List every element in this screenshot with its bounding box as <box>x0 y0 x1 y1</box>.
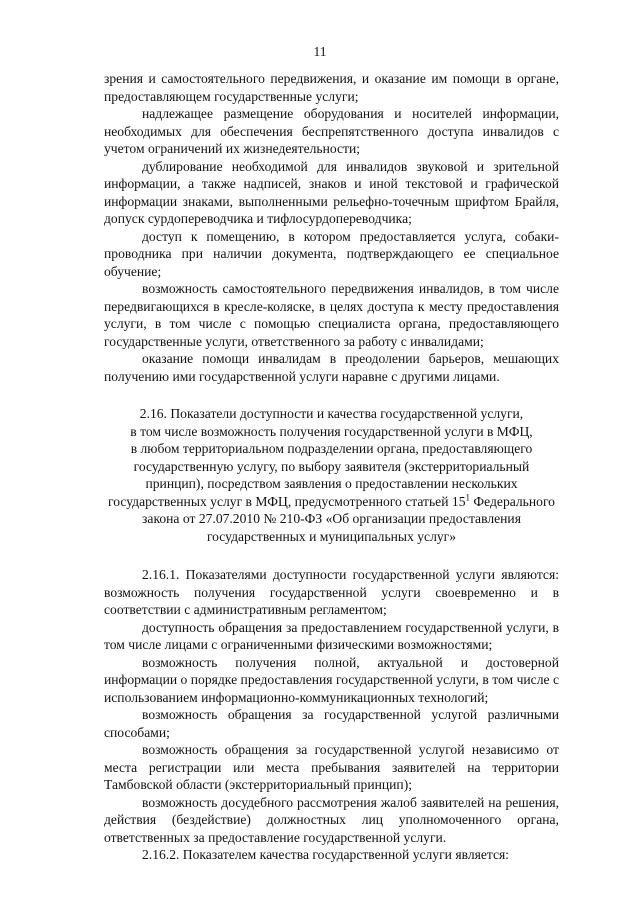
paragraph: возможность получения полной, актуальной и достоверной информации о порядке предоставления государственной услуги, в том числе с использованием информационно-коммуникационных технологий; <box>104 654 559 705</box>
paragraph: дублирование необходимой для инвалидов звуковой и зрительной информации, а также надписей, знаков и иной текстовой и графической информации знаками, выполненными рельефно-точечным шрифтом Брайля, допуск сурдопереводчика и тифлосурдопереводчика; <box>104 158 559 226</box>
paragraph: доступность обращения за предоставлением государственной услуги, в том числе лицами с ограниченными физическими возможностями; <box>104 619 559 652</box>
paragraph: возможность досудебного рассмотрения жалоб заявителей на решения, действия (бездействие) должностных лиц уполномоченного органа, ответственных за предоставление государственной услуги. <box>104 794 559 845</box>
paragraph: 2.16.1. Показателями доступности государственной услуги являются: возможность получения государственной услуги своевременно и в соответствии с административным регламентом; <box>104 567 559 617</box>
heading-line: государственных и муниципальных услуг» <box>206 528 457 544</box>
heading-line: 2.16. Показатели доступности и качества государственной услуги, <box>139 406 524 421</box>
paragraph: 2.16.2. Показателем качества государственной услуги является: <box>142 847 510 862</box>
heading-line: государственную услугу, по выбору заявителя (экстерриториальный <box>133 458 530 474</box>
heading-text: Федерального <box>470 493 555 509</box>
heading-line: в том числе возможность получения государственной услуги в МФЦ, <box>130 423 533 439</box>
heading-line: в любом территориальном подразделении органа, предоставляющего <box>130 441 533 456</box>
heading-text: государственных услуг в МФЦ, предусмотренного статьей 15 <box>108 493 466 509</box>
footnote-superscript: 1 <box>465 491 470 502</box>
paragraph: возможность самостоятельного передвижения инвалидов, в том числе передвигающихся в кресле-коляске, в целях доступа к месту предоставления услуги, в том числе с помощью специалиста органа, предоставляющего государственные услуги, ответственного за работу с инвалидами; <box>104 281 559 349</box>
page-number: 11 <box>313 44 327 59</box>
paragraph: доступ к помещению, в котором предоставляется услуга, собаки-проводника при наличии документа, подтверждающего ее специальное обучение; <box>104 228 559 279</box>
paragraph: надлежащее размещение оборудования и носителей информации, необходимых для обеспечения беспрепятственного доступа инвалидов с учетом ограничений их жизнедеятельности; <box>104 106 559 156</box>
section-heading <box>104 405 559 545</box>
paragraph: возможность обращения за государственной услугой независимо от места регистрации или места пребывания заявителей на территории Тамбовской области (экстерриториальный принцип); <box>104 742 559 792</box>
heading-line: закона от 27.07.2010 № 210-ФЗ «Об организации предоставления <box>142 511 521 526</box>
heading-line <box>104 493 559 511</box>
heading-line: принцип), посредством заявления о предоставлении нескольких <box>145 476 518 491</box>
paragraph: возможность обращения за государственной услугой различными способами; <box>104 707 559 740</box>
paragraph: зрения и самостоятельного передвижения, и оказание им помощи в органе, предоставляющем государственные услуги; <box>104 71 559 104</box>
document-body <box>104 70 559 864</box>
paragraph: оказание помощи инвалидам в преодолении барьеров, мешающих получению ими государственной услуги наравне с другими лицами. <box>104 351 559 384</box>
